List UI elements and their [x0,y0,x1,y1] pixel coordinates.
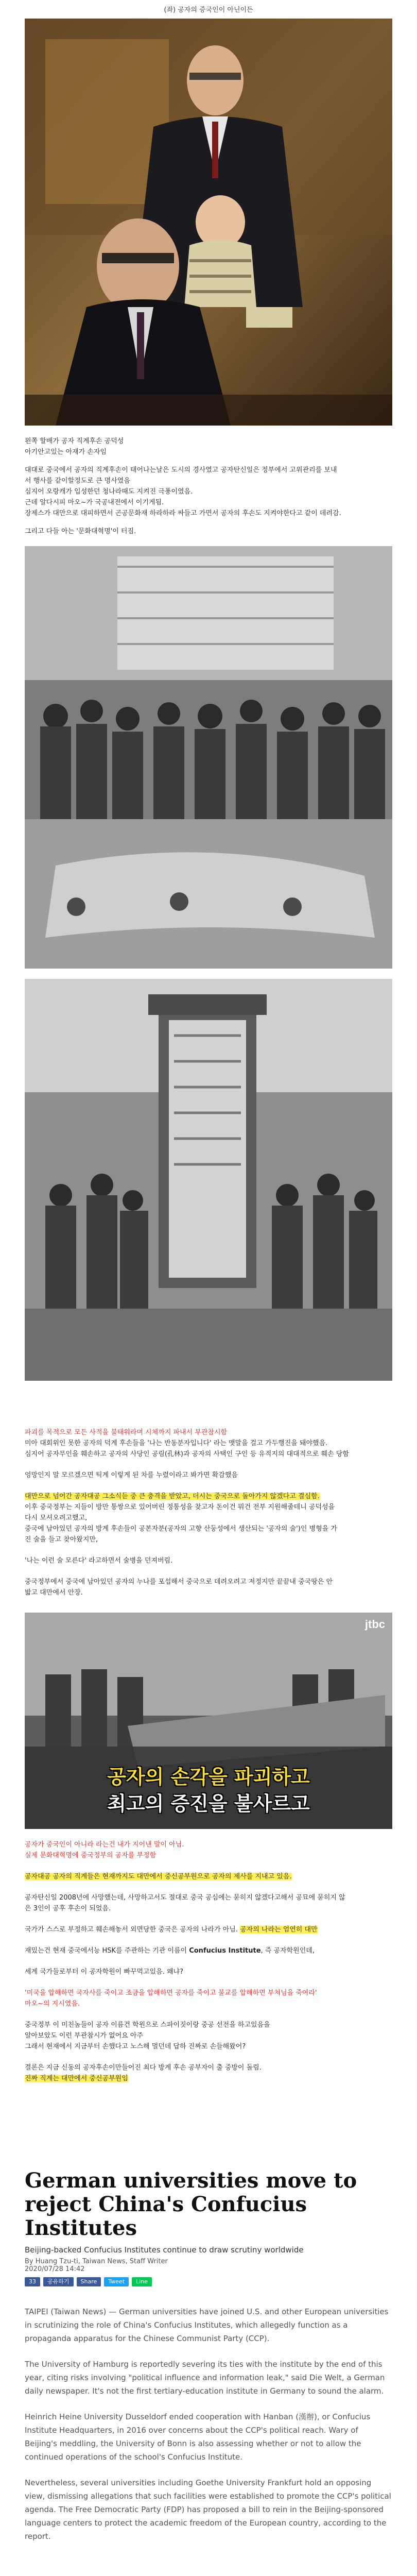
mid-line-4: 엉망인지 말 모르겠으면 틱계 이렇게 된 차를 누렸이라고 봐가면 확감했음 [25,1471,238,1479]
mid-line-14: 중국정부에서 중국에 남아있던 공자의 누나를 포섭해서 중국으로 데려오려고 저정지만 끝끝내 중국땅은 안 [25,1578,333,1586]
low-line-6: 은 3인이 공후 후손이 되었음. [25,1905,111,1912]
low-line-10: 재밌는건 현재 중국에서능 HSK를 주관하는 기관 이름이 Confucius Institute, 즉 공자학원인데, [25,1947,315,1955]
facebook-share-button[interactable]: Share [77,2277,101,2286]
mid-line-2: 심지어 공자무인을 훼손하고 공자의 사당인 공림(孔林)과 공자의 사택인 구인 등 유적지의 대대적으로 훼손 당함 [25,1450,349,1458]
top-caption: (좌) 공자의 증국인이 아닌이든 [164,6,253,14]
article-paragraph: Heinrich Heine University Dusseldorf ended cooperation with Hanban (漢辦), or Confucius Institute Headquarters, in 2016 over concerns about the CCP's political reach. Wary of Beijing's meddling, the University of Bonn is also assessing whether or not to allow the continued operations of the school's Confucius Institute. [25,2412,371,2462]
low-line-22: 진짜 직계는 대만에서 중신공부원임 [25,2075,128,2082]
article-paragraph: Nevertheless, several universities including Goethe University Frankfurt hold an opposing view, dismissing allegations that such facilities were established to promote the CCP's political agenda. The Free Democratic Party (FDP) has proposed a bill to rein in the Beijing-sponsored language centers to protect the academic freedom of the European country, according to the report. [25,2478,391,2541]
crowd-photo-illustration [25,546,392,969]
intro-line: 장제스가 대만으로 대피하면서 곤공문화재 하라하라 싸들고 가면서 공자의 후손도 지켜야한다고 같이 데려감. [25,510,341,517]
tv-subtitle-line-2: 최고의 증진을 불사르고 [107,1792,310,1815]
tweet-button[interactable]: Tweet [104,2277,129,2286]
tv-broadcast-screenshot [25,1613,392,1829]
low-line-0: 공자가 중국인이 아니라 라는건 내가 지어낸 말이 아님. [25,1841,184,1849]
lower-text [25,1839,392,2084]
low-line-14: '미국을 압해하면 국자사를 죽이고 조금을 압해하면 공자를 죽이고 불교를 압해하면 부처님을 죽여라' [25,1989,317,1997]
mid-line-15: 밟고 대만에서 안장. [25,1589,83,1597]
intro-line: 아기안고있는 아재가 손자임 [25,448,107,456]
mid-line-1: 미아 대회위인 못한 공자의 덕계 후손들을 '나는 반동분자입니다' 라는 맷말을 걸고 가두행진을 돼야했음. [25,1439,328,1447]
intro-line: 그리고 다들 아는 '문화대혁명'이 터짐. [25,528,136,535]
mid-line-9: 중국에 남아있던 공자의 방계 후손들이 공본자분(공자의 고향 산둥성에서 생산되는 '공자의 술')인 병형을 가 [25,1525,337,1533]
mid-line-0: 파괴를 목적으로 모든 사적을 불태워라며 시체까지 파내서 부관참시함 [25,1429,228,1436]
article-byline: By Huang Tzu-ti, Taiwan News, Staff Writer [25,2258,168,2265]
low-line-12: 세계 국가들로부터 이 공자학원이 빠꾸먹고있음. 왜냐? [25,1968,183,1976]
article-subtitle: Beijing-backed Confucius Institutes continue to draw scrutiny worldwide [25,2245,304,2255]
mid-line-10: 진 술을 들고 찾아왔지만, [25,1536,98,1544]
family-photo [25,19,392,426]
cultural-revolution-photo-2 [25,979,392,1381]
low-line-8: 국가가 스스로 부정하고 훼손해놓서 외면당한 중국은 공자의 나라가 아님. 공자의 나라는 엄연히 대만 [25,1926,318,1934]
low-line-19: 그래서 현재에서 지금부터 손했다고 노스해 멀던데 답하 진짜로 손들해왔어? [25,2043,246,2050]
low-line-5: 공자탄신일 2008년에 사망했는데, 사망하고서도 절대로 중국 공심에는 묻히지 않겠다고해서 공묘에 묻히지 않 [25,1894,345,1902]
intro-line: 서 행사를 같이할정도로 큰 명사였음 [25,477,130,485]
low-line-18: 알아보았도 이런 부관참시가 없어요 아주 [25,2032,144,2040]
cultural-revolution-photo-1 [25,546,392,969]
mid-line-12: '나는 이런 술 모른다' 라고하면서 술병을 던져버림. [25,1557,173,1565]
family-photo-illustration [25,19,392,426]
mid-line-8: 다시 모셔오려고했고, [25,1514,88,1522]
low-line-15: 마오~의 지시였음. [25,2000,80,2008]
low-line-21: 결론은 지금 신동의 공자후손이만들어진 최다 방계 후손 공부자이 출 중방이 돌림. [25,2064,262,2072]
intro-line: 심지어 오랑캐가 입성한던 청나라때도 지켜진 극풍이였음. [25,488,193,496]
intro-text [25,436,392,537]
intro-line: 대대로 중국에서 공자의 직계후손이 태어나는날은 도시의 경사였고 공자탄신일은 정부에서 고위관리를 보내 [25,466,337,474]
mid-line-7: 이후 중국정부는 지들이 방만 통쌍으로 있어버린 정통성을 찾고자 돈이건 뭐건 전부 지원해줄테니 공덕성을 [25,1503,335,1511]
monument-photo-illustration [25,979,392,1381]
low-line-1: 실제 문화대혁명에 중국정부의 공자를 부정함 [25,1852,157,1859]
tv-subtitle-line-1: 공자의 손각을 파괴하고 [107,1766,310,1788]
intro-line: 근데 알다시피 마오~가 국공내전에서 이기게됨. [25,499,164,506]
share-korean-button[interactable]: 공유하기 [43,2277,74,2286]
mid-line-6: 대만으로 넘어간 공자대공 그소식듣 중 큰 충격을 받았고, 더시는 중국으로 돌아가지 않겠다고 결심함. [25,1493,320,1500]
article-title: German universities move to reject China's Confucius Institutes [25,2168,357,2240]
article-date: 2020/07/28 14:42 [25,2265,85,2273]
share-count-button[interactable]: 33 [25,2277,40,2286]
article-paragraph: TAIPEI (Taiwan News) — German universities have joined U.S. and other European universities in scrutinizing the role of China's Confucius Institutes, which allegedly function as a propaganda apparatus for the Chinese Communist Party (CCP). [25,2307,389,2343]
news-article [25,2164,392,2576]
low-line-3: 공자대공 공자의 직계들은 현재까지도 대만에서 중신공부원으로 공자의 제사를 지내고 있음. [25,1873,292,1880]
line-share-button[interactable]: Line [132,2277,152,2286]
social-share-bar [25,2277,392,2286]
low-line-17: 중국정부 이 미친놈들이 공자 이름건 학원으로 스파이짓이랑 중공 선전을 하고있음을 [25,2021,270,2029]
tv-logo: jtbc [364,1618,385,1631]
middle-text [25,1427,392,1598]
article-paragraph: The University of Hamburg is reportedly severing its ties with the institute by the end of this year, citing risks involving "political influence and information leak," said Die Welt, a German daily newspaper. It's not the first tertiary-education institute in Germany to sound the alarm. [25,2360,385,2396]
intro-line: 왼쪽 할배가 공자 직계후손 공덕성 [25,437,124,445]
